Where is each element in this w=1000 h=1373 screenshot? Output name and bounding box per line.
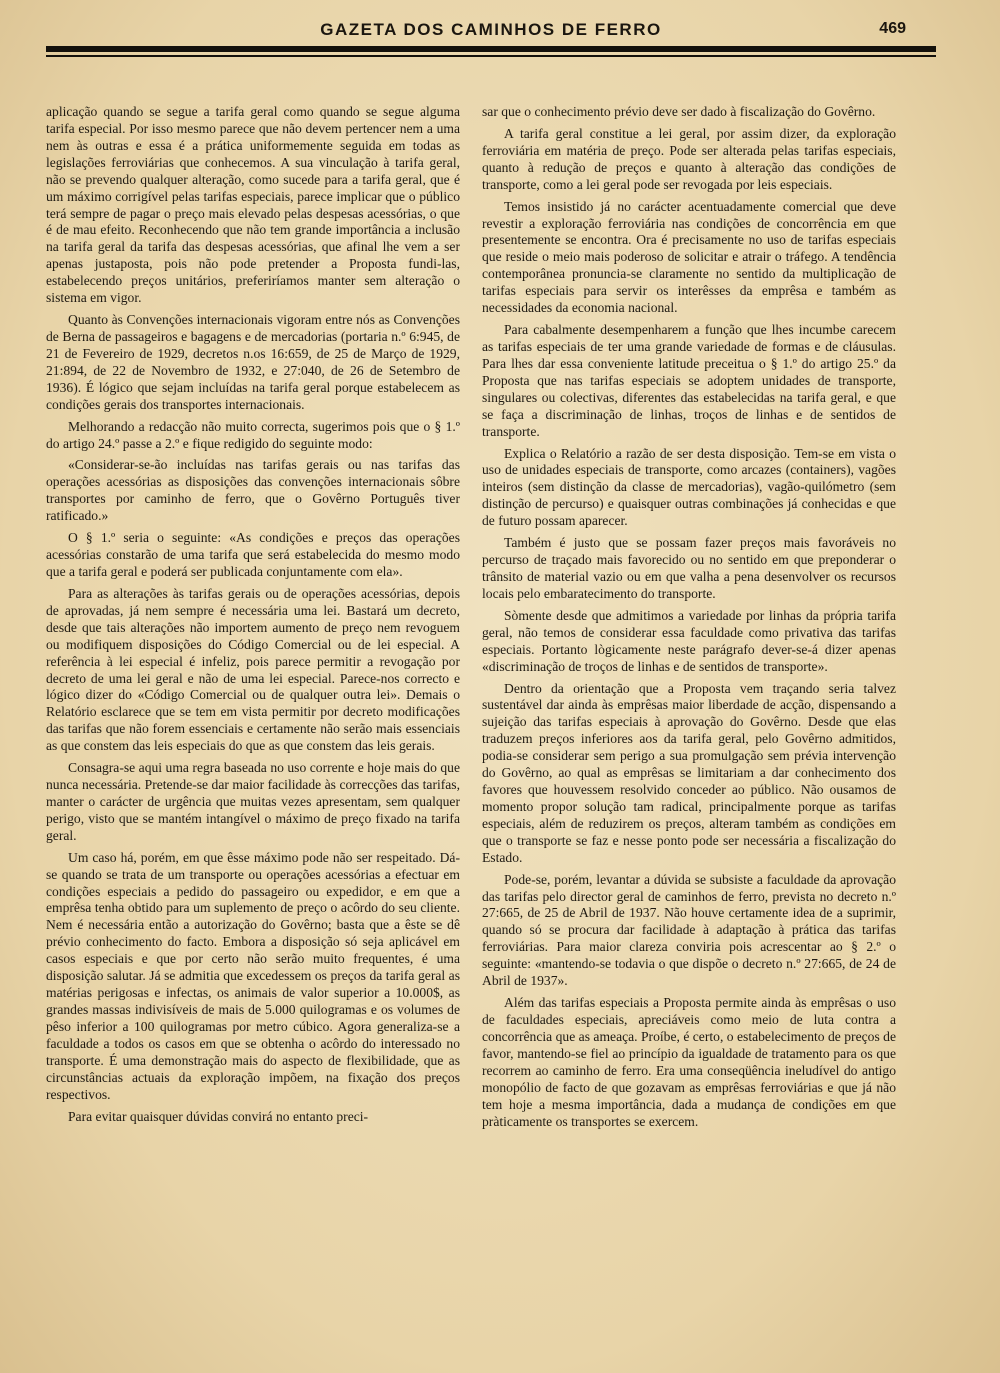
page-number: 469 (879, 20, 906, 37)
paragraph: Além das tarifas especiais a Proposta permite ainda às emprêsas o uso de faculdades especiais, apreciáveis como meio de luta contra a concorrência que as ameaça. Proíbe, é certo, o estabelecimento de preços de favor, mantendo-se fiel ao princípio da igualdade de tratamento para os que recorrem ao caminho de ferro. Era uma conseqüência ineludível do antigo monopólio de facto de que gozavam as emprêsas ferroviárias e que já não tem hoje a mesma importância, dada a mudança de condições em que pràticamente os transportes se exercem. (482, 995, 896, 1129)
header-rule-thin (46, 55, 936, 57)
paragraph: Quanto às Convenções internacionais vigoram entre nós as Convenções de Berna de passageiros e bagagens e de mercadorias (portaria n.º 6:945, de 21 de Fevereiro de 1929, decretos n.os 16:659, de 25 de Março de 1929, 21:894, de 22 de Novembro de 1932, e 27:040, de 26 de Setembro de 1936). É lógico que sejam incluídas na tarifa geral porque estabelecem as condições gerais dos transportes internacionais. (46, 312, 460, 412)
paragraph: sar que o conhecimento prévio deve ser dado à fiscalização do Govêrno. (482, 104, 876, 119)
running-header (46, 18, 936, 44)
paragraph: Para cabalmente desempenharem a função que lhes incumbe carecem as tarifas especiais de ter uma grande variedade de formas e de cláusulas. Para lhes dar essa conveniente latitude preceitua o § 1.º do artigo 25.º da Proposta que nas tarifas especiais se adoptem unidades de transporte, singulares ou colectivas, diferentes das estabelecidas na tarifa geral, e que se faça a discriminação de linhas, troços de linhas e de sentidos de transporte. (482, 322, 896, 439)
paragraph: Pode-se, porém, levantar a dúvida se subsiste a faculdade da aprovação das tarifas pelo director geral de caminhos de ferro, prevista no decreto n.º 27:665, de 25 de Abril de 1937. Não houve certamente idea de a suprimir, quando só se procura dar facilidade à adaptação à prática das tarifas ferroviárias. Para maior clareza conviria pois acrescentar ao § 2.º o seguinte: «mantendo-se todavia o que dispõe o decreto n.º 27:665, de 24 de Abril de 1937». (482, 871, 896, 989)
header-rule-thick (46, 46, 936, 52)
paragraph: Também é justo que se possam fazer preços mais favoráveis no percurso de traçado mais favorecido ou no sentido em que preponderar o trânsito de material vazio ou em que valha a pena desenvolver os recursos locais pelo embaratecimento do transporte. (482, 535, 896, 601)
paragraph: Dentro da orientação que a Proposta vem traçando seria talvez sustentável dar ainda às emprêsas maior liberdade de acção, dispensando a sujeição das tarifas especiais à aprovação do Govêrno. Desde que elas traduzem preços inferiores aos da tarifa geral, pelo Govêrno admitidos, podia-se considerar sem perigo a sua promulgação sem prévia intervenção do Govêrno, ao qual as emprêsas se limitariam a dar conhecimento dos favores que houvessem resolvido conceder ao público. Não ousamos de momento propor solução tam radical, principalmente porque as tarifas especiais, além de reduzirem os preços, alteram também as condições em que o transporte se faz e nesse ponto pode ser necessária a fiscalização do Estado. (482, 680, 896, 865)
paragraph: Para as alterações às tarifas gerais ou de operações acessórias, depois de aprovadas, já nem sempre é necessária uma lei. Bastará um decreto, desde que tais alterações não importem aumento de preço nem revoguem ou modifiquem disposições do Código Comercial ou de lei especial. A referência à lei especial é infeliz, pois parece permitir a revogação por decreto de uma lei geral e não de uma lei especial. Parece-nos correcto e lógico dizer do «Código Comercial ou de qualquer outra lei». Demais o Relatório esclarece que se tem em vista permitir por decreto modificações das tarifas que não forem essenciais e certamente não serão mais essenciais as que constem das leis especiais do que as que constem das leis gerais. (46, 585, 460, 754)
paragraph: Melhorando a redacção não muito correcta, sugerimos pois que o § 1.º do artigo 24.º passe a 2.º e fique redigido do seguinte modo: (46, 418, 460, 451)
paragraph: Sòmente desde que admitimos a variedade por linhas da própria tarifa geral, não temos de considerar essa faculdade como privativa das tarifas especiais. Portanto lògicamente neste parágrafo dever-se-á dizer apenas «discriminação de troços de linhas e de sentidos de transporte». (482, 607, 896, 674)
paragraph: aplicação quando se segue a tarifa geral como quando se segue alguma tarifa especial. Por isso mesmo parece que não devem pertencer nem a uma nem às outras e essa é a prática uniformemente seguida em todas as legislações ferroviárias que conhecemos. A sua vinculação à tarifa geral, não se prevendo qualquer alteração, como sucede para a tarifa geral, que é um máximo corrigível pelas tarifas especiais, parece implicar que o público terá sempre de pagar o preço mais elevado pelas despesas acessórias, o que é de mau efeito. Reconhecendo que não tem grande importância a inclusão na tarifa geral da tarifa das despesas acessórias, que afinal lhe vem a ser apenas justaposta, pois não pode pretender a Proposta fundi-las, estabelecendo preços unitários, preferiríamos manter sem alteração o sistema em vigor. (46, 104, 460, 306)
journal-title: GAZETA DOS CAMINHOS DE FERRO (320, 20, 662, 39)
paragraph: A tarifa geral constitue a lei geral, por assim dizer, da exploração ferroviária em matéria de preço. Pode ser alterada pelas tarifas especiais, quanto à redução de preços e quanto à alteração das condições de transporte, como a lei geral pode ser revogada por leis especiais. (482, 125, 896, 192)
quoted-paragraph: «Considerar-se-ão incluídas nas tarifas gerais ou nas tarifas das operações acessórias as disposições das convenções internacionais sôbre transportes por caminho de ferro, que o Govêrno Português tiver ratificado.» (46, 457, 460, 524)
paragraph: Um caso há, porém, em que êsse máximo pode não ser respeitado. Dá-se quando se trata de um transporte ou operações acessórias a efectuar em condições especiais a pedido do passageiro ou expedidor, e em que a emprêsa tenha obtido para um suplemento de preço o acôrdo do seu cliente. Nem é necessária então a autorização do Govêrno; basta que a êste se dê prévio conhecimento do facto. Embora a disposição só seja aplicável em casos especiais e que por certo não serão muito frequentes, é uma disposição salutar. Já se admitia que excedessem os preços da tarifa geral as matérias perigosas e infectas, os animais de valor superior a 10.000$, as grandes massas indivisíveis de mais de 5.000 quilogramas e os volumes de pêso inferior a 100 quilogramas por metro cúbico. Agora generaliza-se a faculdade a todos os casos em que se obtenha o acôrdo do interessado no transporte. É uma demonstração mais do aspecto de flexibilidade, que as circunstâncias actuais da exploração impõem, na fixação dos preços respectivos. (46, 849, 460, 1102)
right-column (482, 104, 896, 1130)
paragraph: Temos insistido já no carácter acentuadamente comercial que deve revestir a exploração ferroviária nas condições de concorrência em que presentemente se encontra. Ora é precisamente no uso de tarifas especiais que reside o meio mais poderoso de solicitar e atrair o tráfego. A tendência contemporânea pronuncia-se claramente no sentido da multiplicação de tarifas especiais para servir os interêsses da emprêsa e também as necessidades da economia nacional. (482, 198, 896, 316)
paragraph: O § 1.º seria o seguinte: «As condições e preços das operações acessórias constarão de uma tarifa que será estabelecida do mesmo modo que a tarifa geral e poderá ser publicada conjuntamente com ela». (46, 530, 460, 579)
paragraph: Explica o Relatório a razão de ser desta disposição. Tem-se em vista o uso de unidades especiais de transporte, como arcazes (containers), vagões inteiros (sem distinção da classe de mercadorias), vagão-quilómetro (sem distinção de percurso) e quaisquer outras combinações já conhecidas e que de futuro possam aparecer. (482, 445, 896, 529)
paragraph: Para evitar quaisquer dúvidas convirá no entanto preci- (68, 1108, 369, 1124)
paragraph: Consagra-se aqui uma regra baseada no uso corrente e hoje mais do que nunca necessária. Pretende-se dar maior facilidade às correcções das tarifas, manter o carácter de urgência que muitas vezes apresentam, sem qualquer perigo, visto que se mantém intangível o máximo de preço fixado na tarifa geral. (46, 760, 460, 843)
left-column (46, 104, 460, 1125)
